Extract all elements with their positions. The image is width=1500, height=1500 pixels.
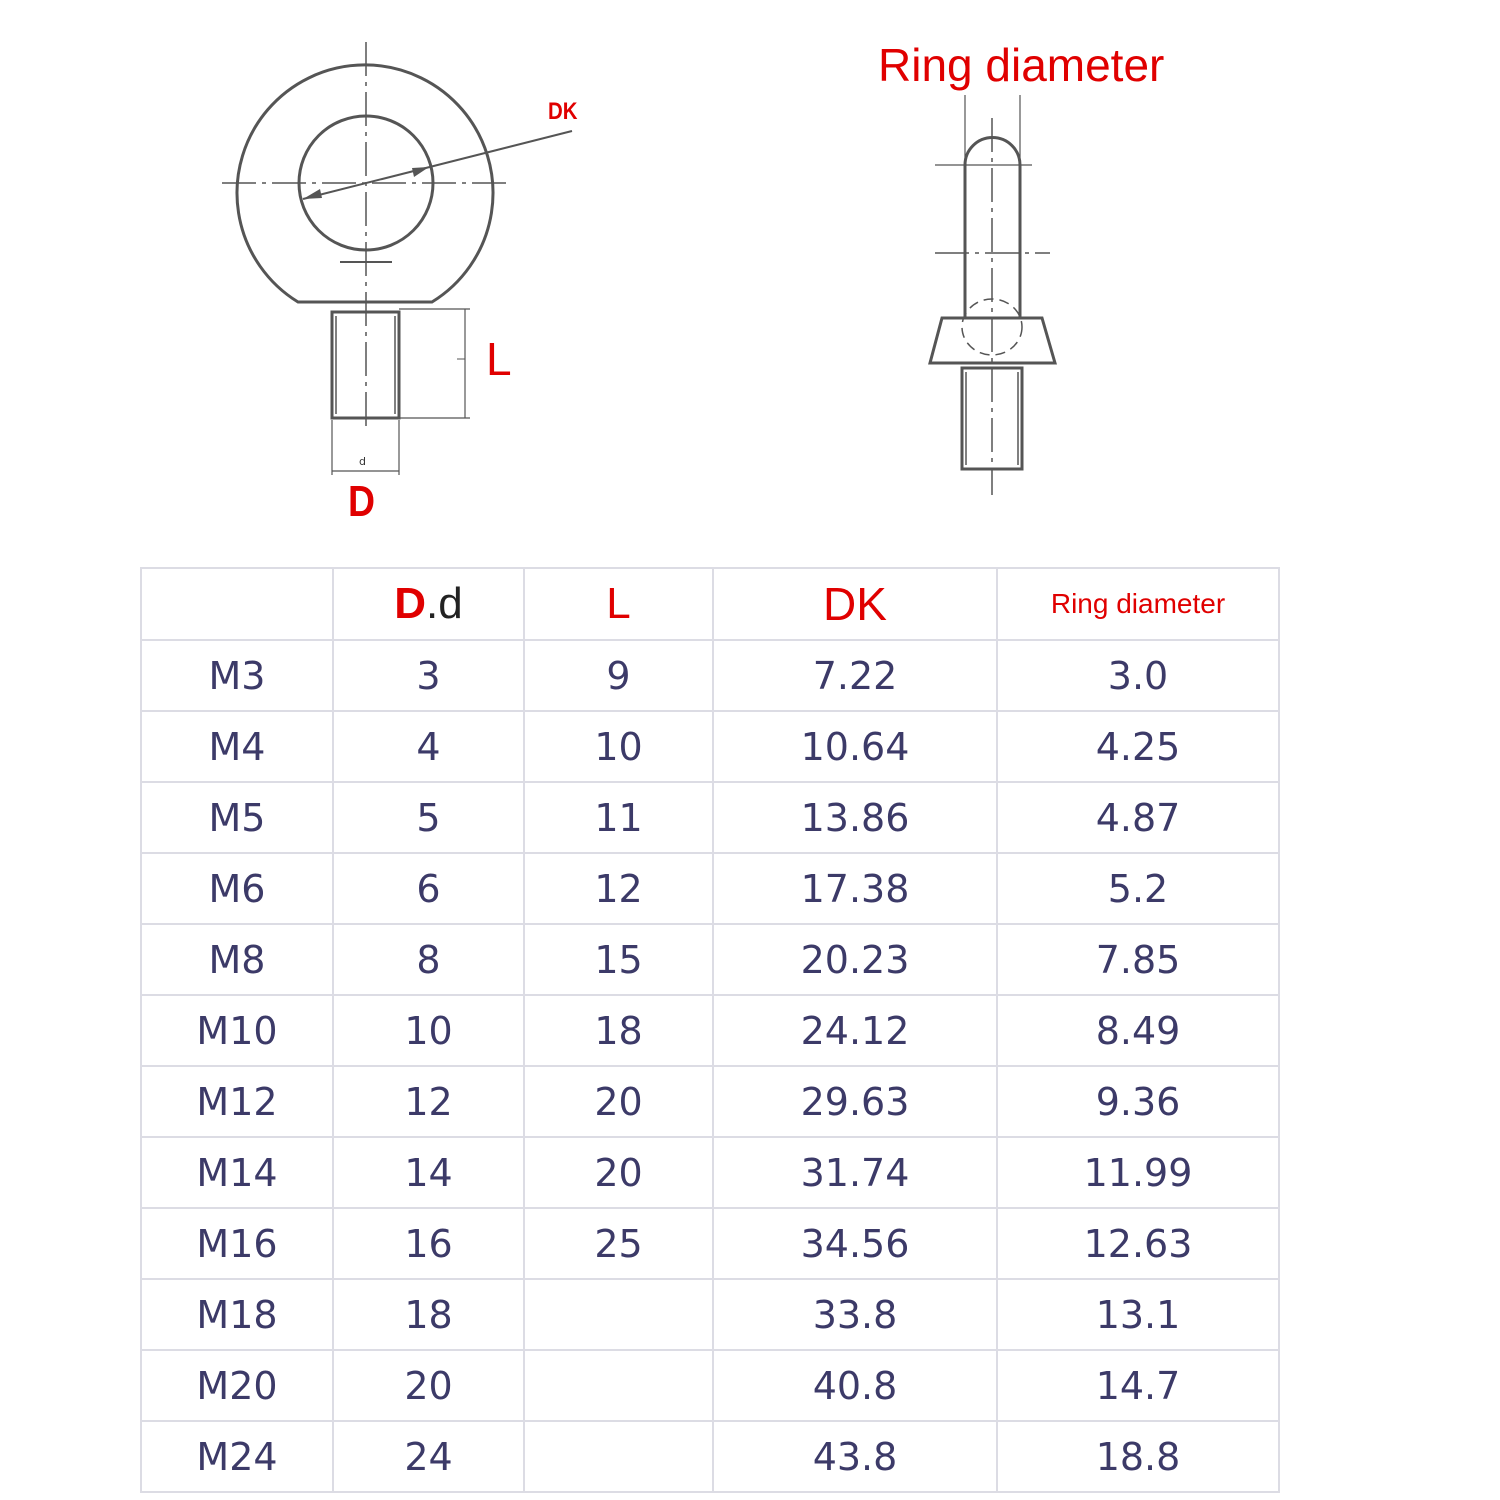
- cell-dk: 43.8: [713, 1421, 997, 1492]
- table-row: [141, 1350, 1279, 1421]
- cell-ring: 9.36: [997, 1066, 1279, 1137]
- table-row: [141, 995, 1279, 1066]
- cell-ring: 4.25: [997, 711, 1279, 782]
- cell-d: 3: [333, 640, 524, 711]
- cell-l: 25: [524, 1208, 713, 1279]
- cell-size: M6: [141, 853, 333, 924]
- table-row: [141, 640, 1279, 711]
- cell-ring: 3.0: [997, 640, 1279, 711]
- cell-d: 10: [333, 995, 524, 1066]
- cell-dk: 13.86: [713, 782, 997, 853]
- dk-label: DK: [548, 98, 578, 125]
- cell-size: M10: [141, 995, 333, 1066]
- cell-size: M5: [141, 782, 333, 853]
- cell-dk: 29.63: [713, 1066, 997, 1137]
- header-dd-big: D: [394, 579, 427, 628]
- cell-ring: 13.1: [997, 1279, 1279, 1350]
- ring-diameter-label: Ring diameter: [878, 39, 1165, 91]
- cell-ring: 5.2: [997, 853, 1279, 924]
- cell-l: 20: [524, 1066, 713, 1137]
- header-dd: [333, 568, 524, 640]
- header-size: [141, 568, 333, 640]
- table-row: [141, 782, 1279, 853]
- d-label: D: [348, 477, 376, 526]
- cell-ring: 14.7: [997, 1350, 1279, 1421]
- cell-d: 12: [333, 1066, 524, 1137]
- table-row: [141, 711, 1279, 782]
- small-d-label: d: [359, 455, 366, 468]
- table-row: [141, 1421, 1279, 1492]
- table-row: [141, 1279, 1279, 1350]
- cell-ring: 12.63: [997, 1208, 1279, 1279]
- cell-d: 5: [333, 782, 524, 853]
- cell-size: M12: [141, 1066, 333, 1137]
- cell-d: 14: [333, 1137, 524, 1208]
- cell-l: 9: [524, 640, 713, 711]
- table-row: [141, 1208, 1279, 1279]
- cell-d: 20: [333, 1350, 524, 1421]
- header-ring-diameter: Ring diameter: [997, 568, 1279, 640]
- cell-l: 20: [524, 1137, 713, 1208]
- cell-size: M24: [141, 1421, 333, 1492]
- cell-ring: 7.85: [997, 924, 1279, 995]
- cell-l: [524, 1279, 713, 1350]
- header-l: L: [524, 568, 713, 640]
- cell-size: M8: [141, 924, 333, 995]
- spec-table: [140, 567, 1280, 1493]
- cell-l: 11: [524, 782, 713, 853]
- cell-d: 4: [333, 711, 524, 782]
- cell-d: 6: [333, 853, 524, 924]
- cell-l: 12: [524, 853, 713, 924]
- cell-dk: 33.8: [713, 1279, 997, 1350]
- cell-dk: 34.56: [713, 1208, 997, 1279]
- cell-l: 10: [524, 711, 713, 782]
- cell-size: M18: [141, 1279, 333, 1350]
- cell-ring: 18.8: [997, 1421, 1279, 1492]
- header-dk: DK: [713, 568, 997, 640]
- cell-d: 16: [333, 1208, 524, 1279]
- spec-table-body: [141, 640, 1279, 1492]
- cell-size: M3: [141, 640, 333, 711]
- cell-dk: 7.22: [713, 640, 997, 711]
- cell-dk: 40.8: [713, 1350, 997, 1421]
- table-row: [141, 1137, 1279, 1208]
- cell-size: M20: [141, 1350, 333, 1421]
- cell-d: 18: [333, 1279, 524, 1350]
- l-label: L: [486, 333, 512, 385]
- table-row: [141, 924, 1279, 995]
- cell-ring: 8.49: [997, 995, 1279, 1066]
- table-header-row: [141, 568, 1279, 640]
- cell-d: 8: [333, 924, 524, 995]
- cell-d: 24: [333, 1421, 524, 1492]
- eye-bolt-side-view: [0, 0, 1500, 540]
- cell-dk: 31.74: [713, 1137, 997, 1208]
- cell-size: M4: [141, 711, 333, 782]
- cell-dk: 20.23: [713, 924, 997, 995]
- cell-l: [524, 1350, 713, 1421]
- cell-dk: 24.12: [713, 995, 997, 1066]
- table-row: [141, 1066, 1279, 1137]
- cell-dk: 10.64: [713, 711, 997, 782]
- header-dd-small: .d: [426, 579, 463, 628]
- cell-dk: 17.38: [713, 853, 997, 924]
- cell-ring: 4.87: [997, 782, 1279, 853]
- cell-ring: 11.99: [997, 1137, 1279, 1208]
- cell-size: M16: [141, 1208, 333, 1279]
- cell-l: 18: [524, 995, 713, 1066]
- cell-size: M14: [141, 1137, 333, 1208]
- cell-l: [524, 1421, 713, 1492]
- table-row: [141, 853, 1279, 924]
- cell-l: 15: [524, 924, 713, 995]
